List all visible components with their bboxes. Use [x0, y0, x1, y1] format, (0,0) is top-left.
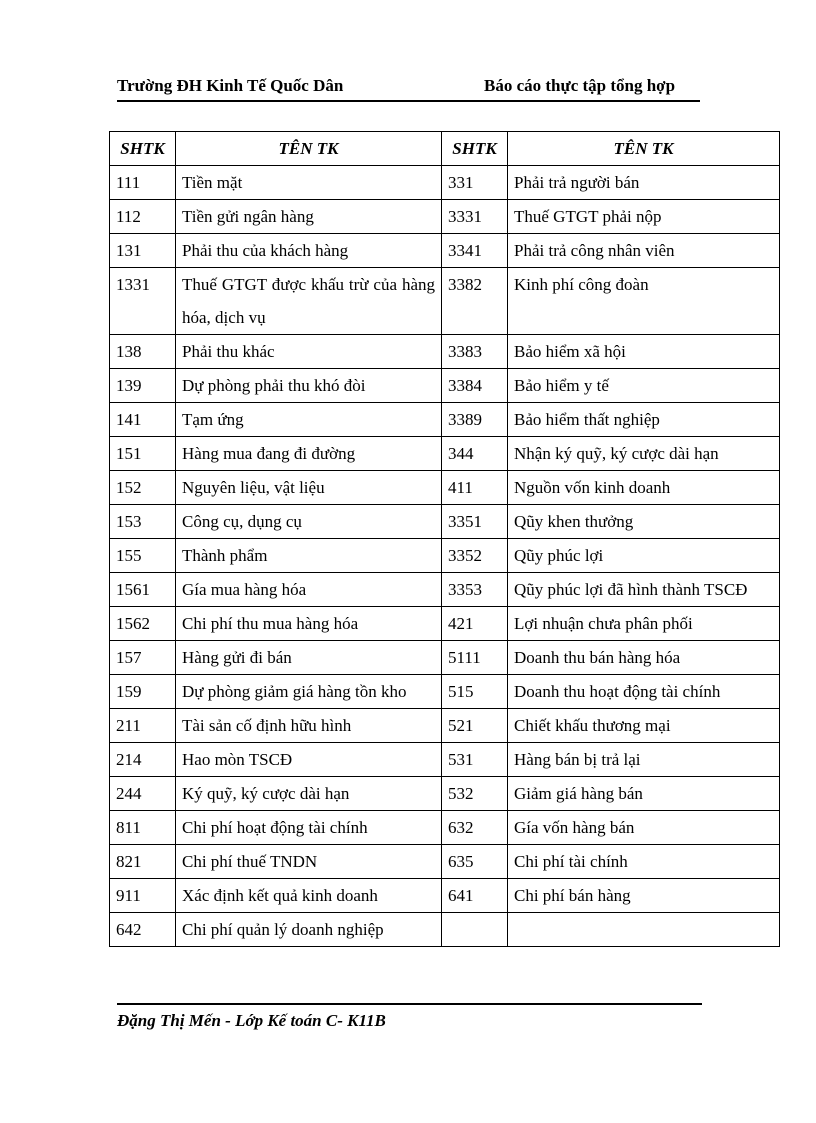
- account-code-cell: 515: [442, 675, 508, 709]
- table-header-row: [110, 132, 780, 166]
- account-code-cell: 141: [110, 403, 176, 437]
- account-name-cell: Tiền mặt: [176, 166, 442, 200]
- account-code-cell: 157: [110, 641, 176, 675]
- account-code-cell: 112: [110, 200, 176, 234]
- account-code-cell: 811: [110, 811, 176, 845]
- account-name-cell: Chiết khấu thương mại: [508, 709, 780, 743]
- account-name-cell: Hàng gửi đi bán: [176, 641, 442, 675]
- table-row: [110, 403, 780, 437]
- account-code-cell: 3389: [442, 403, 508, 437]
- account-name-cell: Bảo hiểm xã hội: [508, 335, 780, 369]
- account-code-cell: 3382: [442, 268, 508, 335]
- table-row: [110, 743, 780, 777]
- table-row: [110, 200, 780, 234]
- account-code-cell: 5111: [442, 641, 508, 675]
- account-code-cell: 3353: [442, 573, 508, 607]
- table-row: [110, 709, 780, 743]
- table-row: [110, 811, 780, 845]
- account-name-cell: Nguyên liệu, vật liệu: [176, 471, 442, 505]
- account-name-cell: Tạm ứng: [176, 403, 442, 437]
- account-name-cell: Qũy phúc lợi: [508, 539, 780, 573]
- account-code-cell: 131: [110, 234, 176, 268]
- account-code-cell: 139: [110, 369, 176, 403]
- account-code-cell: [442, 913, 508, 947]
- account-name-cell: Thuế GTGT phải nộp: [508, 200, 780, 234]
- account-name-cell: Dự phòng phải thu khó đòi: [176, 369, 442, 403]
- account-code-cell: 159: [110, 675, 176, 709]
- account-name-cell: Phải trả người bán: [508, 166, 780, 200]
- table-row: [110, 369, 780, 403]
- account-code-cell: 152: [110, 471, 176, 505]
- account-code-cell: 642: [110, 913, 176, 947]
- account-code-cell: 821: [110, 845, 176, 879]
- account-code-cell: 331: [442, 166, 508, 200]
- university-name: Trường ĐH Kinh Tế Quốc Dân: [117, 76, 344, 95]
- account-name-cell: Hao mòn TSCĐ: [176, 743, 442, 777]
- account-name-cell: Xác định kết quả kinh doanh: [176, 879, 442, 913]
- table-row: [110, 777, 780, 811]
- account-code-cell: 911: [110, 879, 176, 913]
- account-table: [109, 131, 780, 947]
- account-name-cell: Dự phòng giảm giá hàng tồn kho: [176, 675, 442, 709]
- table-row: [110, 437, 780, 471]
- account-name-cell: Hàng bán bị trả lại: [508, 743, 780, 777]
- account-name-cell: Gía vốn hàng bán: [508, 811, 780, 845]
- account-name-cell: Lợi nhuận chưa phân phối: [508, 607, 780, 641]
- account-code-cell: 151: [110, 437, 176, 471]
- account-code-cell: 531: [442, 743, 508, 777]
- account-name-cell: Bảo hiểm thất nghiệp: [508, 403, 780, 437]
- account-name-cell: Nguồn vốn kinh doanh: [508, 471, 780, 505]
- account-code-cell: 411: [442, 471, 508, 505]
- account-name-cell: Chi phí quản lý doanh nghiệp: [176, 913, 442, 947]
- account-name-cell: Qũy khen thưởng: [508, 505, 780, 539]
- account-name-cell: Chi phí tài chính: [508, 845, 780, 879]
- account-code-cell: 214: [110, 743, 176, 777]
- account-name-cell: Chi phí thu mua hàng hóa: [176, 607, 442, 641]
- column-header-name: TÊN TK: [508, 132, 780, 166]
- account-name-cell: Chi phí bán hàng: [508, 879, 780, 913]
- account-code-cell: 632: [442, 811, 508, 845]
- account-name-cell: Công cụ, dụng cụ: [176, 505, 442, 539]
- table-row: [110, 234, 780, 268]
- table-row: [110, 675, 780, 709]
- account-name-cell: Gía mua hàng hóa: [176, 573, 442, 607]
- account-code-cell: 1561: [110, 573, 176, 607]
- account-name-cell: Hàng mua đang đi đường: [176, 437, 442, 471]
- table-row: [110, 539, 780, 573]
- table-row: [110, 471, 780, 505]
- table-row: [110, 845, 780, 879]
- account-name-cell: Doanh thu hoạt động tài chính: [508, 675, 780, 709]
- table-row: [110, 913, 780, 947]
- account-name-cell: Bảo hiểm y tế: [508, 369, 780, 403]
- account-name-cell: Chi phí hoạt động tài chính: [176, 811, 442, 845]
- account-name-cell: Phải trả công nhân viên: [508, 234, 780, 268]
- account-code-cell: 1562: [110, 607, 176, 641]
- account-name-cell: Ký quỹ, ký cược dài hạn: [176, 777, 442, 811]
- account-name-cell: Kinh phí công đoàn: [508, 268, 780, 335]
- account-name-cell: Phải thu khác: [176, 335, 442, 369]
- account-code-cell: 344: [442, 437, 508, 471]
- account-code-cell: 641: [442, 879, 508, 913]
- account-code-cell: 155: [110, 539, 176, 573]
- account-code-cell: 211: [110, 709, 176, 743]
- account-name-cell: Giảm giá hàng bán: [508, 777, 780, 811]
- footer-divider: [117, 1003, 702, 1005]
- author-footer: Đặng Thị Mến - Lớp Kế toán C- K11B: [117, 1011, 386, 1030]
- account-code-cell: 3384: [442, 369, 508, 403]
- account-code-cell: 532: [442, 777, 508, 811]
- account-code-cell: 3341: [442, 234, 508, 268]
- table-row: [110, 166, 780, 200]
- account-code-cell: 3383: [442, 335, 508, 369]
- table-row: [110, 879, 780, 913]
- account-name-cell: Thành phẩm: [176, 539, 442, 573]
- column-header-code: SHTK: [442, 132, 508, 166]
- account-code-cell: 138: [110, 335, 176, 369]
- account-code-cell: 521: [442, 709, 508, 743]
- table-row: [110, 505, 780, 539]
- table-row: [110, 268, 780, 335]
- account-name-cell: Tiền gửi ngân hàng: [176, 200, 442, 234]
- account-name-cell: Tài sản cố định hữu hình: [176, 709, 442, 743]
- table-row: [110, 573, 780, 607]
- account-name-cell: Qũy phúc lợi đã hình thành TSCĐ: [508, 573, 780, 607]
- account-code-cell: 635: [442, 845, 508, 879]
- account-name-cell: Nhận ký quỹ, ký cược dài hạn: [508, 437, 780, 471]
- page-header: [117, 76, 700, 102]
- column-header-name: TÊN TK: [176, 132, 442, 166]
- report-title: Báo cáo thực tập tổng hợp: [484, 76, 676, 95]
- account-code-cell: 244: [110, 777, 176, 811]
- table-row: [110, 641, 780, 675]
- account-name-cell: Thuế GTGT được khấu trừ của hàng hóa, dịch vụ: [176, 268, 442, 335]
- account-code-cell: 111: [110, 166, 176, 200]
- account-code-cell: 1331: [110, 268, 176, 335]
- account-code-cell: 3352: [442, 539, 508, 573]
- account-name-cell: [508, 913, 780, 947]
- column-header-code: SHTK: [110, 132, 176, 166]
- account-code-cell: 3351: [442, 505, 508, 539]
- account-code-cell: 421: [442, 607, 508, 641]
- table-body: [110, 166, 780, 947]
- account-name-cell: Chi phí thuế TNDN: [176, 845, 442, 879]
- table-row: [110, 335, 780, 369]
- account-code-cell: 3331: [442, 200, 508, 234]
- table-row: [110, 607, 780, 641]
- account-name-cell: Doanh thu bán hàng hóa: [508, 641, 780, 675]
- account-code-cell: 153: [110, 505, 176, 539]
- account-name-cell: Phải thu của khách hàng: [176, 234, 442, 268]
